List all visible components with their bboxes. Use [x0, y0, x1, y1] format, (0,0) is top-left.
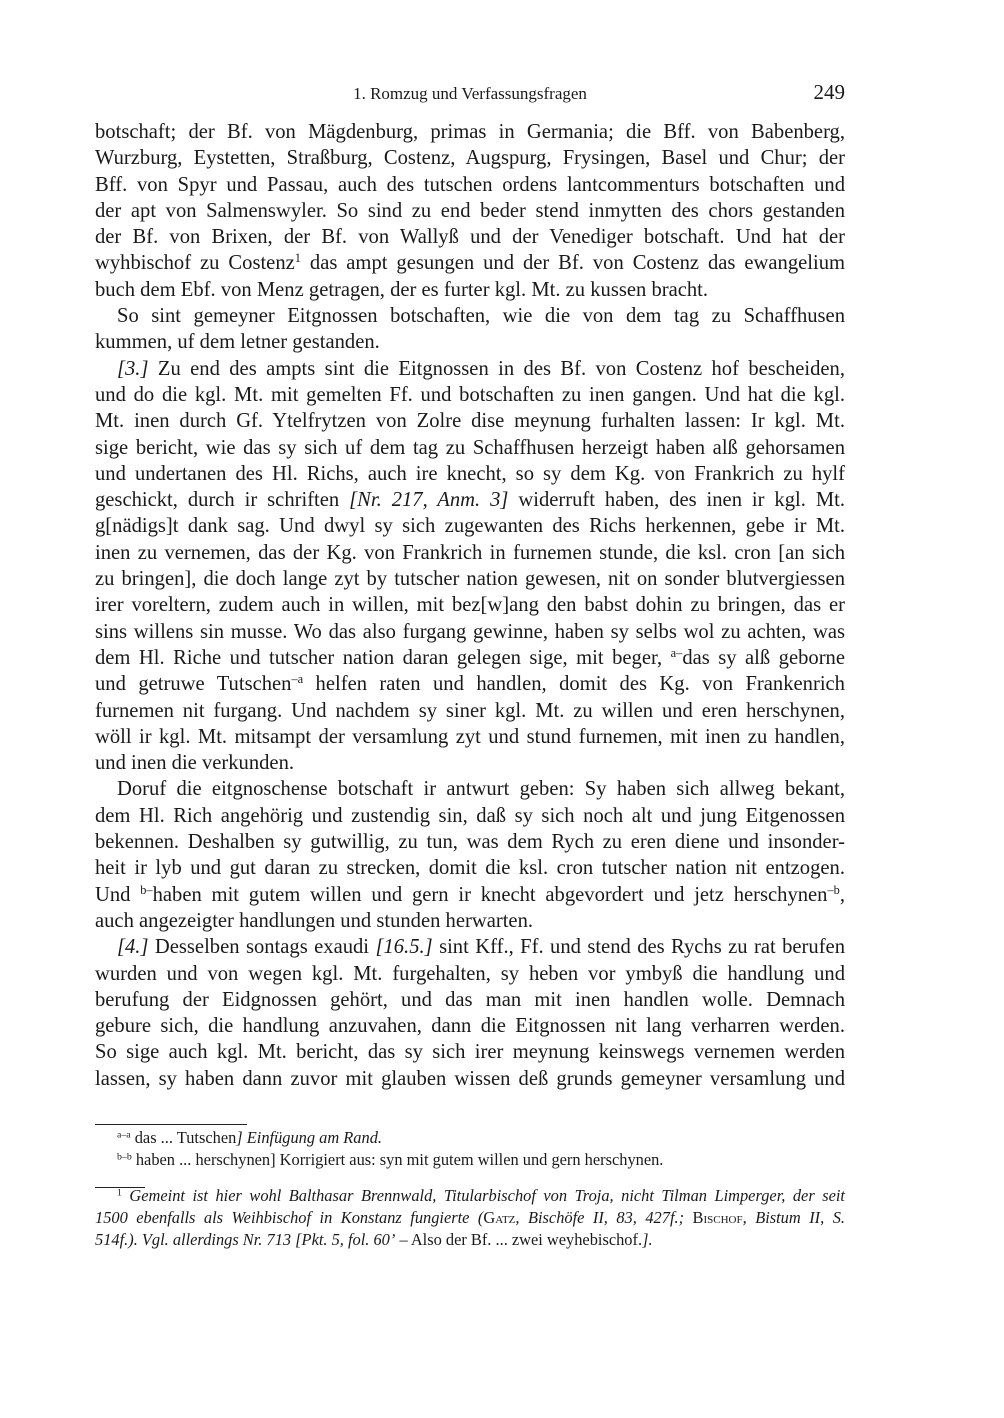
text-run: So sint gemeyner Eitgnossen botschaften, wie die von dem tag zu Schaffhusen	[117, 305, 845, 328]
text-line	[95, 513, 845, 539]
text-run: botschaft; der Bf. von Mägdenburg, primas in Germania; die Bff. von Babenberg,	[95, 121, 845, 143]
text-line	[95, 250, 845, 276]
text-run: Zu end des ampts sint die Eitgnossen in des Bf. von Costenz hof bescheiden,	[148, 357, 845, 380]
text-run: haben ... herschynen] Korrigiert aus: syn mit gutem willen und gern herschynen.	[131, 1150, 664, 1169]
text-run: der Bf. von Brixen, der Bf. von Wallyß und der Venediger botschaft. Und hat der	[95, 226, 845, 249]
text-run: wöll ir kgl. Mt. mitsampt der versamlung zyt und stund furnemen, mit inen zu handlen,	[95, 725, 845, 748]
text-run: ,	[839, 883, 845, 906]
text-run: zu bringen], die doch lange zyt by tutscher nation gewesen, nit on sonder blutvergiessen	[95, 568, 845, 591]
note-marker: b–	[140, 882, 153, 897]
running-title: 1. Romzug und Verfassungsfragen	[353, 84, 587, 103]
text-line	[95, 487, 845, 513]
text-line	[95, 803, 845, 829]
text-line	[95, 592, 845, 618]
note-marker: b–b	[117, 1151, 132, 1163]
text-run: das ... Tutschen	[130, 1128, 237, 1147]
text-run: Gemeint ist hier wohl Balthasar Brennwald, Titularbischof von Troja, nicht Tilman Limperger, der seit	[121, 1186, 845, 1205]
text-run: dem Hl. Riche und tutscher nation daran gelegen sige, mit beger,	[95, 646, 671, 669]
text-run: Doruf die eitgnoschense botschaft ir antwurt geben: Sy haben sich allweg bekant,	[117, 778, 845, 801]
text-line	[95, 961, 845, 987]
text-run: Bischof	[684, 1208, 743, 1227]
text-run: 1500 ebenfalls als Weihbischof in Konstanz fungierte (	[95, 1208, 484, 1227]
textual-notes	[95, 1127, 845, 1171]
text-run: irer voreltern, zudem auch in willen, mit bez[w]ang den babst dohin zu bringen, das er	[95, 594, 845, 617]
text-run: das sy alß geborne	[682, 646, 845, 669]
text-run: Wurzburg, Eystetten, Straßburg, Costenz, Augspurg, Frysingen, Basel und Chur; der	[95, 147, 845, 170]
text-run: bekennen. Deshalben sy gutwillig, zu tun, was dem Rych zu eren diene und insonder-	[95, 831, 845, 854]
text-run: sins willens sin musse. Wo das also furgang gewinne, haben sy selbs wol zu achten, was	[95, 620, 845, 643]
text-line	[95, 882, 845, 908]
note-marker: a–	[670, 646, 683, 661]
textual-notes-rule	[95, 1124, 247, 1125]
text-run: und getruwe Tutschen	[95, 673, 292, 696]
text-line	[95, 855, 845, 881]
main-text	[95, 119, 845, 1092]
text-run: dem Hl. Rich angehörig und zustendig sin, daß sy sich noch alt und jung Eitgenossen	[95, 804, 845, 827]
text-run: sige bericht, wie das sy sich uf dem tag zu Schaffhusen herzeigt haben alß gehorsamen	[95, 436, 845, 459]
textual-note	[95, 1127, 845, 1149]
text-line	[95, 1039, 845, 1065]
text-run: Desselben sontags exaudi	[148, 936, 376, 959]
text-line	[95, 829, 845, 855]
text-run: der apt von Salmenswyler. So sind zu end beder stend inmytten des chors gestanden	[95, 199, 845, 222]
textual-note	[95, 1149, 845, 1171]
text-line	[95, 329, 845, 355]
text-line	[95, 698, 845, 724]
page-number: 249	[813, 80, 845, 104]
text-line	[95, 619, 845, 645]
text-run: und do die kgl. Mt. mit gemelten Ff. und botschaften zu inen gangen. Und hat die kgl.	[95, 383, 845, 406]
text-run: und inen die verkunden.	[95, 752, 295, 775]
text-run: [3.]	[117, 357, 149, 380]
text-run: geschickt, durch ir schriften	[95, 489, 350, 512]
text-run: furnemen nit furgang. Und nachdem sy siner kgl. Mt. zu willen und eren herschynen,	[95, 699, 845, 722]
text-run: widerruft haben, des inen ir kgl. Mt.	[508, 489, 845, 512]
text-run: , Bistum II, S.	[742, 1208, 845, 1227]
text-run: g[nädigs]t dank sag. Und dwyl sy sich zugewanten des Richs herkennen, gebe ir Mt.	[95, 515, 845, 538]
text-line	[95, 724, 845, 750]
text-run: kummen, uf dem letner gestanden.	[95, 331, 380, 354]
text-line	[95, 303, 845, 329]
text-run: Mt. inen durch Gf. Ytelfrytzen von Zolre dise meynung furhalten lassen: Ir kgl. Mt.	[95, 410, 845, 433]
text-line	[95, 750, 845, 776]
text-line	[95, 435, 845, 461]
text-line	[95, 277, 845, 303]
text-run: Bff. von Spyr und Passau, auch des tutschen ordens lantcommenturs botschaften und	[95, 173, 845, 196]
text-line	[95, 987, 845, 1013]
text-line	[95, 172, 845, 198]
text-run: [Nr. 217, Anm. 3]	[349, 489, 509, 512]
text-line	[95, 540, 845, 566]
note-marker: 1	[117, 1187, 122, 1199]
text-line	[95, 198, 845, 224]
note-marker: a–a	[117, 1129, 131, 1141]
footnote-line	[95, 1207, 845, 1229]
text-run: Gatz	[483, 1208, 516, 1227]
text-line	[95, 382, 845, 408]
text-run: helfen raten und handlen, domit des Kg. von Frankenrich	[303, 673, 845, 696]
text-run: [16.5.]	[375, 936, 433, 959]
text-line	[95, 671, 845, 697]
note-marker: 1	[294, 251, 301, 266]
note-marker: –b	[827, 882, 840, 897]
text-run: gebure sich, die handlung anzuvahen, dann die Eitgnossen nit lang verharren werden.	[95, 1015, 845, 1038]
text-run: Und	[95, 883, 141, 906]
text-line	[95, 1066, 845, 1092]
text-line	[95, 566, 845, 592]
text-run: heit ir lyb und gut daran zu strecken, domit die ksl. cron tutscher nation nit entzogen.	[95, 857, 845, 880]
text-run: ] Einfügung am Rand.	[236, 1128, 382, 1147]
text-line	[95, 145, 845, 171]
text-run: und undertanen des Hl. Richs, auch ire knecht, so sy dem Kg. von Frankrich zu hylf	[95, 462, 845, 485]
text-run: ].	[642, 1230, 653, 1249]
text-run: sint Kff., Ff. und stend des Rychs zu rat berufen	[432, 936, 845, 959]
text-run: wyhbischof zu Costenz	[95, 252, 295, 275]
text-run: buch dem Ebf. von Menz getragen, der es furter kgl. Mt. zu kussen bracht.	[95, 278, 709, 301]
footnotes	[95, 1185, 845, 1251]
text-line	[95, 408, 845, 434]
text-line	[95, 776, 845, 802]
text-run: haben mit gutem willen und gern ir knecht abgevordert und jetz herschynen	[152, 883, 828, 906]
footnote-line	[95, 1229, 845, 1251]
footnote-line	[95, 1185, 845, 1207]
text-run: lassen, sy haben dann zuvor mit glauben wissen deß grunds gemeyner versamlung und	[95, 1067, 845, 1090]
text-run: 514f.). Vgl. allerdings Nr. 713 [Pkt. 5, fol. 60’	[95, 1230, 396, 1249]
text-run: , Bischöfe II, 83, 427f.;	[515, 1208, 685, 1227]
text-line	[95, 1013, 845, 1039]
text-run: So sige auch kgl. Mt. bericht, das sy sich irer meynung keinswegs vernemen werden	[95, 1041, 845, 1064]
text-run: – Also der Bf. ... zwei weyhebischof.	[395, 1230, 643, 1249]
note-marker: –a	[291, 672, 304, 687]
text-run: berufung der Eidgnossen gehört, und das man mit inen handlen wolle. Demnach	[95, 988, 845, 1011]
text-line	[95, 356, 845, 382]
text-run: auch angezeigter handlungen und stunden herwarten.	[95, 909, 534, 932]
text-run: das ampt gesungen und der Bf. von Costenz das ewangelium	[300, 252, 846, 275]
text-line	[95, 908, 845, 934]
text-line	[95, 461, 845, 487]
text-run: [4.]	[117, 936, 149, 959]
text-line	[95, 224, 845, 250]
page-header	[95, 82, 845, 108]
text-line	[95, 934, 845, 960]
text-line	[95, 645, 845, 671]
text-run: inen zu vernemen, das der Kg. von Frankrich in furnemen stunde, die ksl. cron [an sich	[95, 541, 845, 564]
text-line	[95, 119, 845, 145]
text-run: wurden und von wegen kgl. Mt. furgehalten, sy heben vor ymbyß die handlung und	[95, 962, 845, 985]
